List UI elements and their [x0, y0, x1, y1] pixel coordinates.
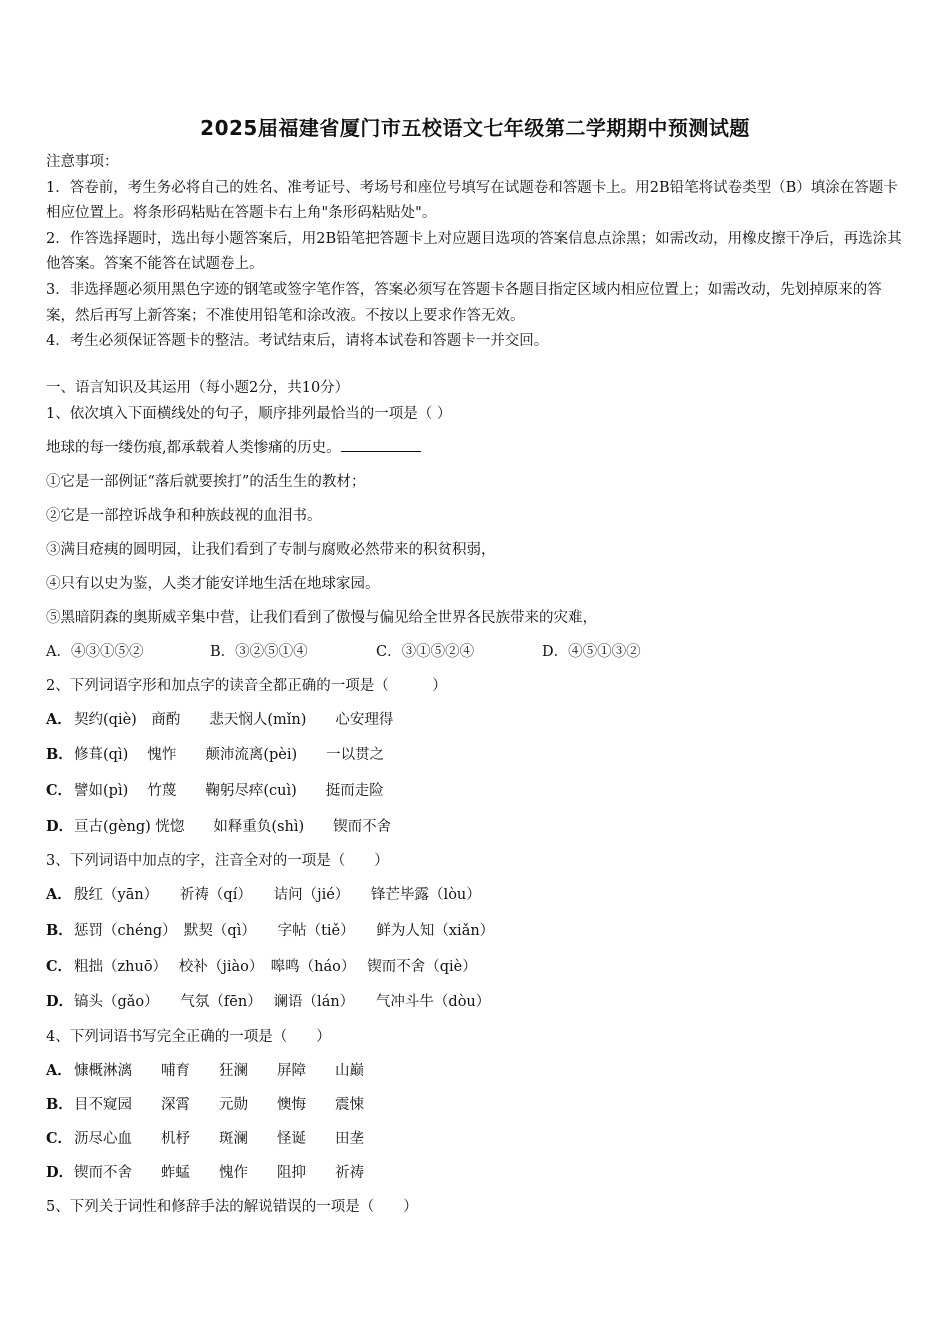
question-1-sentence: ②它是一部控诉战争和种族歧视的血泪书。	[46, 508, 322, 524]
question-1-sentence: ④只有以史为鉴，人类才能安详地生活在地球家园。	[46, 576, 380, 592]
option-label: D．	[46, 993, 74, 1010]
question-1-options	[46, 640, 641, 661]
option-label: C．	[46, 782, 73, 799]
question-2-option-a	[46, 708, 393, 729]
question-5-stem: 5、下列关于词性和修辞手法的解说错误的一项是（ ）	[46, 1199, 418, 1215]
option-label: A．	[46, 1062, 72, 1079]
question-4-option-a	[46, 1059, 364, 1080]
section-heading: 一、语言知识及其运用（每小题2分，共10分）	[46, 380, 350, 396]
question-1-sentence: ③满目疮痍的圆明园，让我们看到了专制与腐败必然带来的积贫积弱，	[46, 542, 496, 558]
option-label: C．	[46, 958, 73, 975]
notice-item: 2．作答选择题时，选出每小题答案后，用2B铅笔把答题卡上对应题目选项的答案信息点涂黑；如需改动，用橡皮擦干净后，再选涂其他答案。答案不能答在试题卷上。	[46, 230, 902, 273]
question-1-lead	[46, 436, 421, 457]
question-2-option-d	[46, 815, 391, 836]
question-4-option-d	[46, 1161, 364, 1182]
option-a: A．④③①⑤②	[46, 644, 144, 660]
question-3-option-a	[46, 883, 481, 904]
question-2-option-b	[46, 743, 384, 764]
question-1-sentence: ⑤黑暗阴森的奥斯威辛集中营，让我们看到了傲慢与偏见给全世界各民族带来的灾难，	[46, 610, 597, 626]
notice-heading: 注意事项：	[46, 154, 119, 170]
option-text: 殷红（yān） 祈祷（qí） 诘问（jié） 锋芒毕露（lòu）	[74, 887, 481, 903]
option-text: 锲而不舍 蚱蜢 愧作 阻抑 祈祷	[74, 1165, 364, 1181]
notice-item: 4．考生必须保证答题卡的整洁。考试结束后，请将本试卷和答题卡一并交回。	[46, 333, 549, 350]
question-1-sentence: ①它是一部例证“落后就要挨打”的活生生的教材；	[46, 474, 366, 490]
notice-item: 1．答卷前，考生务必将自己的姓名、准考证号、考场号和座位号填写在试题卷和答题卡上。用2B铅笔将试卷类型（B）填涂在答题卡相应位置上。将条形码粘贴在答题卡右上角"条形码粘贴处"。	[46, 179, 898, 222]
option-text: 镐头（gǎo） 气氛（fēn） 谰语（lán） 气冲斗牛（dòu）	[74, 994, 491, 1010]
question-4-stem: 4、下列词语书写完全正确的一项是（ ）	[46, 1029, 331, 1045]
option-label: B．	[46, 746, 73, 763]
question-2-stem: 2、下列词语字形和加点字的读音全都正确的一项是（ ）	[46, 678, 447, 694]
notice-block	[46, 150, 908, 355]
option-d: D．④⑤①③②	[542, 644, 641, 660]
question-3-stem: 3、下列词语中加点的字，注音全对的一项是（ ）	[46, 853, 389, 869]
page-title: 2025届福建省厦门市五校语文七年级第二学期期中预测试题	[200, 116, 750, 140]
option-text: 目不窥园 深霄 元勋 懊悔 震悚	[74, 1097, 364, 1113]
lead-sentence: 地球的每一缕伤痕,都承载着人类惨痛的历史。	[46, 440, 341, 456]
option-text: 沥尽心血 机杼 斑澜 怪诞 田垄	[74, 1131, 364, 1147]
option-c: C．③①⑤②④	[376, 644, 475, 660]
option-label: B．	[46, 922, 73, 939]
option-text: 修葺(qì) 愧怍 颠沛流离(pèi) 一以贯之	[74, 747, 385, 763]
option-text: 慷概淋漓 哺育 狂澜 屏障 山巅	[74, 1063, 364, 1079]
question-3-option-d	[46, 990, 490, 1011]
question-1-stem: 1、依次填入下面横线处的句子，顺序排列最恰当的一项是（ ）	[46, 406, 452, 422]
option-text: 惩罚（chéng） 默契（qì） 字帖（tiě） 鲜为人知（xiǎn）	[74, 923, 495, 939]
option-text: 亘古(gèng) 恍惚 如释重负(shì) 锲而不舍	[74, 819, 392, 835]
option-text: 譬如(pì) 竹蔑 鞠躬尽瘁(cuì) 挺而走险	[74, 783, 384, 799]
option-label: A．	[46, 711, 72, 728]
question-3-option-c	[46, 955, 477, 976]
option-text: 粗拙（zhuō） 校补（jiào） 嗥鸣（háo） 锲而不舍（qiè）	[74, 959, 477, 975]
question-2-option-c	[46, 779, 384, 800]
notice-item: 3．非选择题必须用黑色字迹的钢笔或签字笔作答，答案必须写在答题卡各题目指定区域内相应位置上；如需改动，先划掉原来的答案，然后再写上新答案；不准使用铅笔和涂改液。不按以上要求作答无效。	[46, 281, 882, 324]
option-label: D．	[46, 818, 74, 835]
question-4-option-c	[46, 1127, 364, 1148]
answer-blank	[341, 437, 421, 452]
option-label: A．	[46, 886, 72, 903]
option-label: D．	[46, 1164, 74, 1181]
question-4-option-b	[46, 1093, 364, 1114]
option-b: B．③②⑤①④	[210, 644, 308, 660]
question-3-option-b	[46, 919, 494, 940]
option-label: C．	[46, 1130, 73, 1147]
option-label: B．	[46, 1096, 73, 1113]
option-text: 契约(qiè) 商酌 悲天悯人(mǐn) 心安理得	[74, 712, 394, 728]
